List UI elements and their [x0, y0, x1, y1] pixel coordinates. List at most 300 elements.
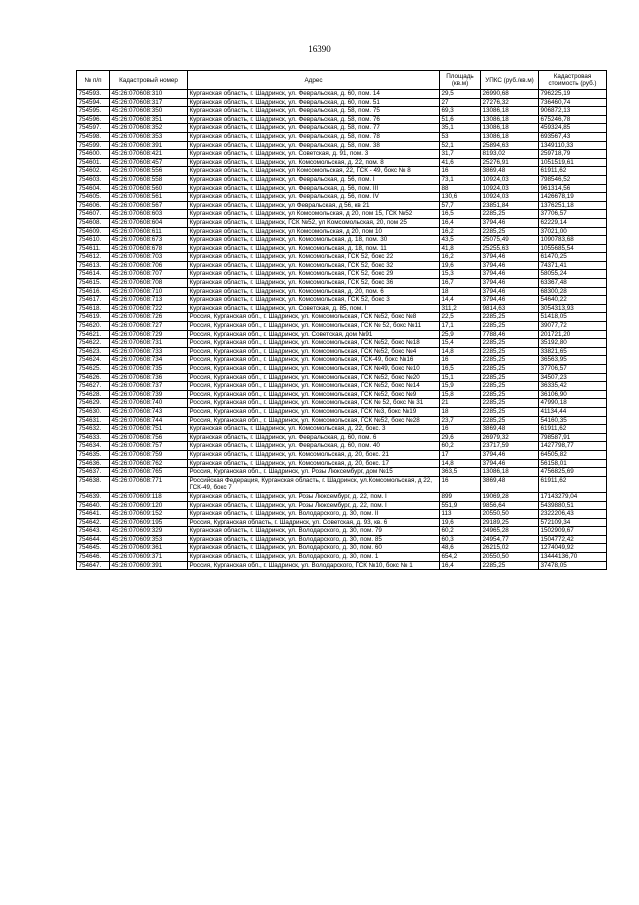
cell-cadastral-number: 45:26:070608:729	[110, 330, 188, 339]
cell-upks: 2285,25	[481, 365, 539, 374]
cell-index: 754606.	[77, 201, 110, 210]
cell-cadastral-value: 37021,00	[539, 227, 607, 236]
cell-cadastral-value: 798546,52	[539, 175, 607, 184]
table-row	[77, 492, 607, 501]
cell-cadastral-value: 1274049,92	[539, 544, 607, 553]
cell-cadastral-value: 4756825,69	[539, 468, 607, 477]
cell-index: 754625.	[77, 365, 110, 374]
cell-address: Российская Федерация, Курганская область, г. Шадринск, ул.Комсомольская, д 22, ГСК-49, бокс 7	[188, 476, 440, 492]
cell-index: 754616.	[77, 287, 110, 296]
cell-area: 60,2	[440, 442, 481, 451]
header-upks: УПКС (руб./кв.м)	[481, 71, 539, 90]
cell-cadastral-number: 45:26:070608:726	[110, 313, 188, 322]
cell-upks: 25894,63	[481, 141, 539, 150]
cell-cadastral-number: 45:26:070608:678	[110, 244, 188, 253]
cell-area: 31,7	[440, 150, 481, 159]
cell-upks: 2285,25	[481, 382, 539, 391]
cell-area: 16	[440, 167, 481, 176]
cell-upks: 2285,25	[481, 561, 539, 570]
cell-address: Курганская область, г. Шадринск, ул. Комсомольская, ГСК 52, бокс 22	[188, 253, 440, 262]
cell-index: 754634.	[77, 442, 110, 451]
table-row	[77, 527, 607, 536]
cell-cadastral-number: 45:26:070609:353	[110, 535, 188, 544]
cell-index: 754595.	[77, 107, 110, 116]
cell-cadastral-number: 45:26:070608:739	[110, 390, 188, 399]
table-row	[77, 261, 607, 270]
cell-cadastral-number: 45:26:070609:361	[110, 544, 188, 553]
cell-address: Курганская область, г. Шадринск, ул. Комсомольская, д. 20, пом. 6	[188, 287, 440, 296]
cell-cadastral-value: 1426678,19	[539, 193, 607, 202]
table-row	[77, 322, 607, 331]
cell-cadastral-number: 45:26:070608:765	[110, 468, 188, 477]
cell-upks: 2285,25	[481, 339, 539, 348]
header-address: Адрес	[188, 71, 440, 90]
cell-area: 41,8	[440, 244, 481, 253]
cell-index: 754599.	[77, 141, 110, 150]
cell-address: Курганская область, г. Шадринск, ул. Советская, д. 85, пом. I	[188, 304, 440, 313]
cell-index: 754614.	[77, 270, 110, 279]
cell-upks: 25276,91	[481, 158, 539, 167]
cell-address: Курганская область, г. Шадринск, ул. Февральская, д. 58, пом. 78	[188, 132, 440, 141]
cell-upks: 26990,68	[481, 90, 539, 99]
cell-index: 754607.	[77, 210, 110, 219]
cell-index: 754627.	[77, 382, 110, 391]
cell-index: 754617.	[77, 296, 110, 305]
cell-address: Россия, Курганская обл., г. Шадринск, ул. Розы Люксембург, дом №15	[188, 468, 440, 477]
table-row	[77, 167, 607, 176]
cell-area: 14,8	[440, 459, 481, 468]
cell-area: 41,6	[440, 158, 481, 167]
cell-address: Курганская область, г. Шадринск, ул Комсомольская, д 20, пом 15, ГСК №52	[188, 210, 440, 219]
cell-upks: 19069,28	[481, 492, 539, 501]
table-row	[77, 98, 607, 107]
cell-cadastral-number: 45:26:070608:757	[110, 442, 188, 451]
cell-address: Курганская область, г. Шадринск, ул. Розы Люксембург, д. 22, пом. I	[188, 492, 440, 501]
cell-index: 754639.	[77, 492, 110, 501]
cell-cadastral-value: 13444136,70	[539, 553, 607, 562]
cell-area: 19,6	[440, 261, 481, 270]
cell-cadastral-number: 45:26:070609:120	[110, 501, 188, 510]
cell-cadastral-value: 5439880,51	[539, 501, 607, 510]
cell-index: 754633.	[77, 433, 110, 442]
table-row	[77, 296, 607, 305]
cell-cadastral-number: 45:26:070608:353	[110, 132, 188, 141]
table-header-row	[77, 71, 607, 90]
table-row	[77, 158, 607, 167]
cell-cadastral-value: 54160,35	[539, 416, 607, 425]
cell-cadastral-number: 45:26:070608:733	[110, 347, 188, 356]
cell-index: 754618.	[77, 304, 110, 313]
cell-cadastral-value: 61911,62	[539, 167, 607, 176]
cell-index: 754624.	[77, 356, 110, 365]
table-row	[77, 141, 607, 150]
cell-cadastral-value: 64505,82	[539, 450, 607, 459]
cell-upks: 26215,02	[481, 544, 539, 553]
cell-area: 17,1	[440, 322, 481, 331]
header-cadastral-value: Кадастровая стоимость (руб.)	[539, 71, 607, 90]
cell-index: 754609.	[77, 227, 110, 236]
table-row	[77, 535, 607, 544]
cell-area: 21	[440, 399, 481, 408]
cell-address: Россия, Курганская обл., г. Шадринск, ул. Комсомольская, ГСК №52, бокс №18	[188, 339, 440, 348]
cell-upks: 24954,77	[481, 535, 539, 544]
cell-address: Курганская область, г. Шадринск, ул Комсомольская, 22, ГСК - 49, бокс № 8	[188, 167, 440, 176]
cell-area: 16	[440, 425, 481, 434]
cell-address: Россия, Курганская обл., г. Шадринск, ул. Комсомольская, ГСК №52, бокс №9	[188, 390, 440, 399]
cell-cadastral-number: 45:26:070608:457	[110, 158, 188, 167]
cell-address: Курганская область, г. Шадринск, ул. Володарского, д. 30, пом. 1	[188, 553, 440, 562]
cell-upks: 10924,03	[481, 175, 539, 184]
cell-upks: 3794,46	[481, 450, 539, 459]
cell-address: Курганская область, г. Шадринск, ГСК №52, ул Комсомольская, 20, пом 25	[188, 218, 440, 227]
cell-index: 754645.	[77, 544, 110, 553]
cell-cadastral-value: 1051519,61	[539, 158, 607, 167]
cell-address: Курганская область, г. Шадринск, ул. Комсомольская, д. 22, пом. 8	[188, 158, 440, 167]
cell-index: 754629.	[77, 399, 110, 408]
cell-area: 57,7	[440, 201, 481, 210]
cell-cadastral-number: 45:26:070608:713	[110, 296, 188, 305]
table-row	[77, 442, 607, 451]
table-row	[77, 365, 607, 374]
cell-cadastral-number: 45:26:070608:317	[110, 98, 188, 107]
cell-upks: 2285,25	[481, 399, 539, 408]
cell-upks: 10924,03	[481, 193, 539, 202]
table-row	[77, 150, 607, 159]
table-row	[77, 107, 607, 116]
cell-cadastral-value: 34507,23	[539, 373, 607, 382]
cell-upks: 9814,63	[481, 304, 539, 313]
cell-upks: 23851,84	[481, 201, 539, 210]
cell-area: 16,4	[440, 561, 481, 570]
cell-address: Курганская область, г. Шадринск, ул. Февральская, д. 56, пом. IV	[188, 193, 440, 202]
cell-address: Курганская область, г. Шадринск, ул. Володарского, д. 30, пом. 85	[188, 535, 440, 544]
cell-cadastral-value: 259718,79	[539, 150, 607, 159]
cell-index: 754628.	[77, 390, 110, 399]
cell-address: Россия, Курганская обл., г. Шадринск, ул. Комсомольская, ГСК-49, бокс №16	[188, 356, 440, 365]
cell-cadastral-value: 36563,95	[539, 356, 607, 365]
cell-area: 15,9	[440, 382, 481, 391]
header-cadastral-number: Кадастровый номер	[110, 71, 188, 90]
cell-cadastral-value: 39077,72	[539, 322, 607, 331]
cell-upks: 3794,46	[481, 287, 539, 296]
cell-cadastral-number: 45:26:070609:152	[110, 510, 188, 519]
cell-index: 754638.	[77, 476, 110, 492]
cell-area: 60,2	[440, 527, 481, 536]
cell-upks: 9856,64	[481, 501, 539, 510]
cell-cadastral-value: 36106,90	[539, 390, 607, 399]
cell-area: 25,9	[440, 330, 481, 339]
cell-address: Курганская область, г. Шадринск, ул Февральская, д 56, кв 21	[188, 201, 440, 210]
cell-index: 754610.	[77, 236, 110, 245]
cell-index: 754646.	[77, 553, 110, 562]
cell-area: 17	[440, 450, 481, 459]
cell-index: 754621.	[77, 330, 110, 339]
cell-cadastral-value: 1349110,33	[539, 141, 607, 150]
cell-upks: 3794,46	[481, 279, 539, 288]
cell-address: Курганская область, г. Шадринск, ул. Комсомольская, д. 22, бокс. 3	[188, 425, 440, 434]
cell-cadastral-number: 45:26:070608:558	[110, 175, 188, 184]
cell-area: 16,4	[440, 218, 481, 227]
cell-cadastral-number: 45:26:070608:734	[110, 356, 188, 365]
cell-area: 16,7	[440, 279, 481, 288]
cell-area: 22,5	[440, 313, 481, 322]
cell-area: 19,6	[440, 518, 481, 527]
cell-area: 15,3	[440, 270, 481, 279]
cell-upks: 13086,18	[481, 107, 539, 116]
table-row	[77, 433, 607, 442]
cell-index: 754636.	[77, 459, 110, 468]
table-row	[77, 227, 607, 236]
cell-area: 35,1	[440, 124, 481, 133]
table-row	[77, 304, 607, 313]
cell-index: 754604.	[77, 184, 110, 193]
table-row	[77, 193, 607, 202]
cell-area: 16,5	[440, 365, 481, 374]
cell-cadastral-value: 1504772,42	[539, 535, 607, 544]
cell-area: 18	[440, 407, 481, 416]
cell-cadastral-value: 693567,43	[539, 132, 607, 141]
cell-index: 754613.	[77, 261, 110, 270]
cell-index: 754600.	[77, 150, 110, 159]
cell-cadastral-value: 58055,24	[539, 270, 607, 279]
cell-cadastral-number: 45:26:070608:421	[110, 150, 188, 159]
cell-upks: 24965,28	[481, 527, 539, 536]
cell-upks: 2285,25	[481, 313, 539, 322]
table-row	[77, 253, 607, 262]
table-row	[77, 175, 607, 184]
cell-cadastral-value: 796225,19	[539, 90, 607, 99]
cell-area: 15,8	[440, 390, 481, 399]
cell-upks: 3794,46	[481, 261, 539, 270]
cell-cadastral-number: 45:26:070608:743	[110, 407, 188, 416]
cell-cadastral-value: 51418,05	[539, 313, 607, 322]
cell-cadastral-number: 45:26:070608:735	[110, 365, 188, 374]
table-body	[77, 90, 607, 570]
cell-address: Россия, Курганская обл., г. Шадринск, ул. Комсомольская, ГСК №52, бокс №28	[188, 416, 440, 425]
cell-index: 754635.	[77, 450, 110, 459]
cell-cadastral-number: 45:26:070608:762	[110, 459, 188, 468]
cell-address: Россия, Курганская обл., г. Шадринск, ул. Комсомольская, ГСК №52, бокс №20	[188, 373, 440, 382]
cell-upks: 3794,46	[481, 253, 539, 262]
cell-index: 754619.	[77, 313, 110, 322]
cell-cadastral-value: 798587,91	[539, 433, 607, 442]
table-row	[77, 132, 607, 141]
cell-cadastral-number: 45:26:070608:604	[110, 218, 188, 227]
cell-area: 27	[440, 98, 481, 107]
cell-cadastral-number: 45:26:070608:737	[110, 382, 188, 391]
table-row	[77, 287, 607, 296]
cell-upks: 27276,32	[481, 98, 539, 107]
cell-cadastral-number: 45:26:070608:759	[110, 450, 188, 459]
cell-cadastral-value: 61911,62	[539, 425, 607, 434]
cell-cadastral-number: 45:26:070608:351	[110, 115, 188, 124]
cell-upks: 3794,46	[481, 296, 539, 305]
cell-cadastral-number: 45:26:070608:722	[110, 304, 188, 313]
cell-cadastral-number: 45:26:070608:708	[110, 279, 188, 288]
table-row	[77, 459, 607, 468]
cell-cadastral-value: 961314,56	[539, 184, 607, 193]
cell-cadastral-number: 45:26:070608:560	[110, 184, 188, 193]
cell-upks: 10924,03	[481, 184, 539, 193]
cell-cadastral-value: 68300,28	[539, 287, 607, 296]
cell-cadastral-value: 54640,22	[539, 296, 607, 305]
cell-upks: 13086,18	[481, 468, 539, 477]
cell-cadastral-value: 37706,57	[539, 210, 607, 219]
cell-area: 899	[440, 492, 481, 501]
cell-index: 754630.	[77, 407, 110, 416]
cell-address: Россия, Курганская обл., г. Шадринск, ул. Комсомольская, ГСК №52, бокс №8	[188, 313, 440, 322]
cell-cadastral-value: 35192,80	[539, 339, 607, 348]
cell-area: 15,1	[440, 373, 481, 382]
cell-upks: 3794,46	[481, 459, 539, 468]
cell-cadastral-value: 62229,14	[539, 218, 607, 227]
cell-upks: 3794,46	[481, 218, 539, 227]
cell-index: 754647.	[77, 561, 110, 570]
cell-area: 130,6	[440, 193, 481, 202]
cell-cadastral-value: 47990,18	[539, 399, 607, 408]
cell-area: 88	[440, 184, 481, 193]
table-row	[77, 382, 607, 391]
cell-address: Курганская область, г. Шадринск, ул Комсомольская, д 20, пом 10	[188, 227, 440, 236]
table-row	[77, 553, 607, 562]
table-row	[77, 390, 607, 399]
cell-index: 754612.	[77, 253, 110, 262]
table-row	[77, 339, 607, 348]
cell-cadastral-number: 45:26:070608:391	[110, 141, 188, 150]
cell-index: 754640.	[77, 501, 110, 510]
cell-upks: 2285,25	[481, 390, 539, 399]
cell-index: 754596.	[77, 115, 110, 124]
cell-area: 60,3	[440, 535, 481, 544]
cell-upks: 25075,49	[481, 236, 539, 245]
cell-area: 14,4	[440, 296, 481, 305]
cell-index: 754611.	[77, 244, 110, 253]
cell-cadastral-value: 1090783,68	[539, 236, 607, 245]
table-row	[77, 236, 607, 245]
cell-address: Россия, Курганская обл., г. Шадринск, ул. Комсомольская, ГСК №52, бокс №4	[188, 347, 440, 356]
table-row	[77, 518, 607, 527]
table-row	[77, 184, 607, 193]
table-row	[77, 201, 607, 210]
cell-cadastral-number: 45:26:070609:329	[110, 527, 188, 536]
cell-upks: 2285,25	[481, 322, 539, 331]
cell-area: 16,5	[440, 210, 481, 219]
cell-upks: 25255,63	[481, 244, 539, 253]
cell-upks: 29189,25	[481, 518, 539, 527]
cell-cadastral-number: 45:26:070608:561	[110, 193, 188, 202]
page-number: 16390	[308, 44, 331, 54]
table-row	[77, 373, 607, 382]
cell-cadastral-value: 56158,01	[539, 459, 607, 468]
cell-address: Курганская область, г. Шадринск, ул. Володарского, д. 30, пом. 79	[188, 527, 440, 536]
cell-upks: 2285,25	[481, 356, 539, 365]
cell-upks: 2285,25	[481, 407, 539, 416]
cell-address: Курганская область, г. Шадринск, ул. Розы Люксембург, д. 22, пом. I	[188, 501, 440, 510]
table-row	[77, 218, 607, 227]
cell-address: Россия, Курганская обл., г. Шадринск, ул. Комсомольская, ГСК №49, бокс №10	[188, 365, 440, 374]
cell-cadastral-number: 45:26:070608:567	[110, 201, 188, 210]
table-row	[77, 115, 607, 124]
cell-cadastral-value: 675246,78	[539, 115, 607, 124]
table-row	[77, 270, 607, 279]
cell-index: 754643.	[77, 527, 110, 536]
cell-cadastral-number: 45:26:070608:744	[110, 416, 188, 425]
cell-area: 14,8	[440, 347, 481, 356]
cell-address: Курганская область, г. Шадринск, ул. Февральская, д. 58, пом. 75	[188, 107, 440, 116]
table-row	[77, 416, 607, 425]
cell-cadastral-value: 1502909,67	[539, 527, 607, 536]
table-row	[77, 544, 607, 553]
cell-area: 654,2	[440, 553, 481, 562]
cell-address: Курганская область, г. Шадринск, ул. Советская, д. 91, пом. 3	[188, 150, 440, 159]
cell-upks: 3869,48	[481, 476, 539, 492]
cell-cadastral-number: 45:26:070608:736	[110, 373, 188, 382]
cell-cadastral-value: 572109,34	[539, 518, 607, 527]
cell-upks: 26979,32	[481, 433, 539, 442]
cell-area: 73,1	[440, 175, 481, 184]
cell-index: 754605.	[77, 193, 110, 202]
cadastral-table	[76, 70, 607, 570]
table-row	[77, 501, 607, 510]
cell-cadastral-number: 45:26:070608:707	[110, 270, 188, 279]
table-row	[77, 425, 607, 434]
cell-cadastral-value: 17143279,04	[539, 492, 607, 501]
cell-upks: 2285,25	[481, 347, 539, 356]
table-row	[77, 90, 607, 99]
cell-upks: 23717,59	[481, 442, 539, 451]
cell-upks: 3794,46	[481, 270, 539, 279]
cell-address: Курганская область, г. Шадринск, ул. Володарского, д. 30, пом. II	[188, 510, 440, 519]
cell-area: 18	[440, 287, 481, 296]
cell-area: 52,1	[440, 141, 481, 150]
cell-index: 754603.	[77, 175, 110, 184]
header-index: № п/п	[77, 71, 110, 90]
cell-cadastral-number: 45:26:070608:751	[110, 425, 188, 434]
cell-area: 29,5	[440, 90, 481, 99]
cell-area: 69,3	[440, 107, 481, 116]
cell-upks: 13086,18	[481, 115, 539, 124]
cell-address: Курганская область, г. Шадринск, ул. Февральская, д. 56, пом. III	[188, 184, 440, 193]
cell-index: 754602.	[77, 167, 110, 176]
cell-cadastral-number: 45:26:070608:740	[110, 399, 188, 408]
cell-upks: 2285,25	[481, 227, 539, 236]
cell-cadastral-value: 74371,41	[539, 261, 607, 270]
cell-index: 754626.	[77, 373, 110, 382]
cell-cadastral-value: 736460,74	[539, 98, 607, 107]
cell-cadastral-number: 45:26:070608:703	[110, 253, 188, 262]
cell-cadastral-value: 1427798,77	[539, 442, 607, 451]
table-row	[77, 347, 607, 356]
cell-index: 754623.	[77, 347, 110, 356]
table-row	[77, 244, 607, 253]
cell-cadastral-value: 37478,05	[539, 561, 607, 570]
cell-address: Курганская область, г. Шадринск, ул. Комсомольская, ГСК 52, бокс 32	[188, 261, 440, 270]
cell-index: 754641.	[77, 510, 110, 519]
cell-area: 48,6	[440, 544, 481, 553]
cell-upks: 8193,02	[481, 150, 539, 159]
cell-cadastral-number: 45:26:070608:710	[110, 287, 188, 296]
cell-area: 16	[440, 476, 481, 492]
table-row	[77, 468, 607, 477]
cell-address: Курганская область, г. Шадринск, ул. Комсомольская, ГСК 52, бокс 36	[188, 279, 440, 288]
cell-address: Россия, Курганская область, г. Шадринск, ул. Советская, д. 93, кв. 6	[188, 518, 440, 527]
cell-area: 43,5	[440, 236, 481, 245]
cell-index: 754601.	[77, 158, 110, 167]
cell-cadastral-value: 1055685,54	[539, 244, 607, 253]
cell-address: Курганская область, г. Шадринск, ул. Комсомольская, д. 20, бокс. 17	[188, 459, 440, 468]
cell-address: Курганская область, г. Шадринск, ул. Февральская, д. 60, пом. 40	[188, 442, 440, 451]
cell-cadastral-number: 45:26:070608:756	[110, 433, 188, 442]
